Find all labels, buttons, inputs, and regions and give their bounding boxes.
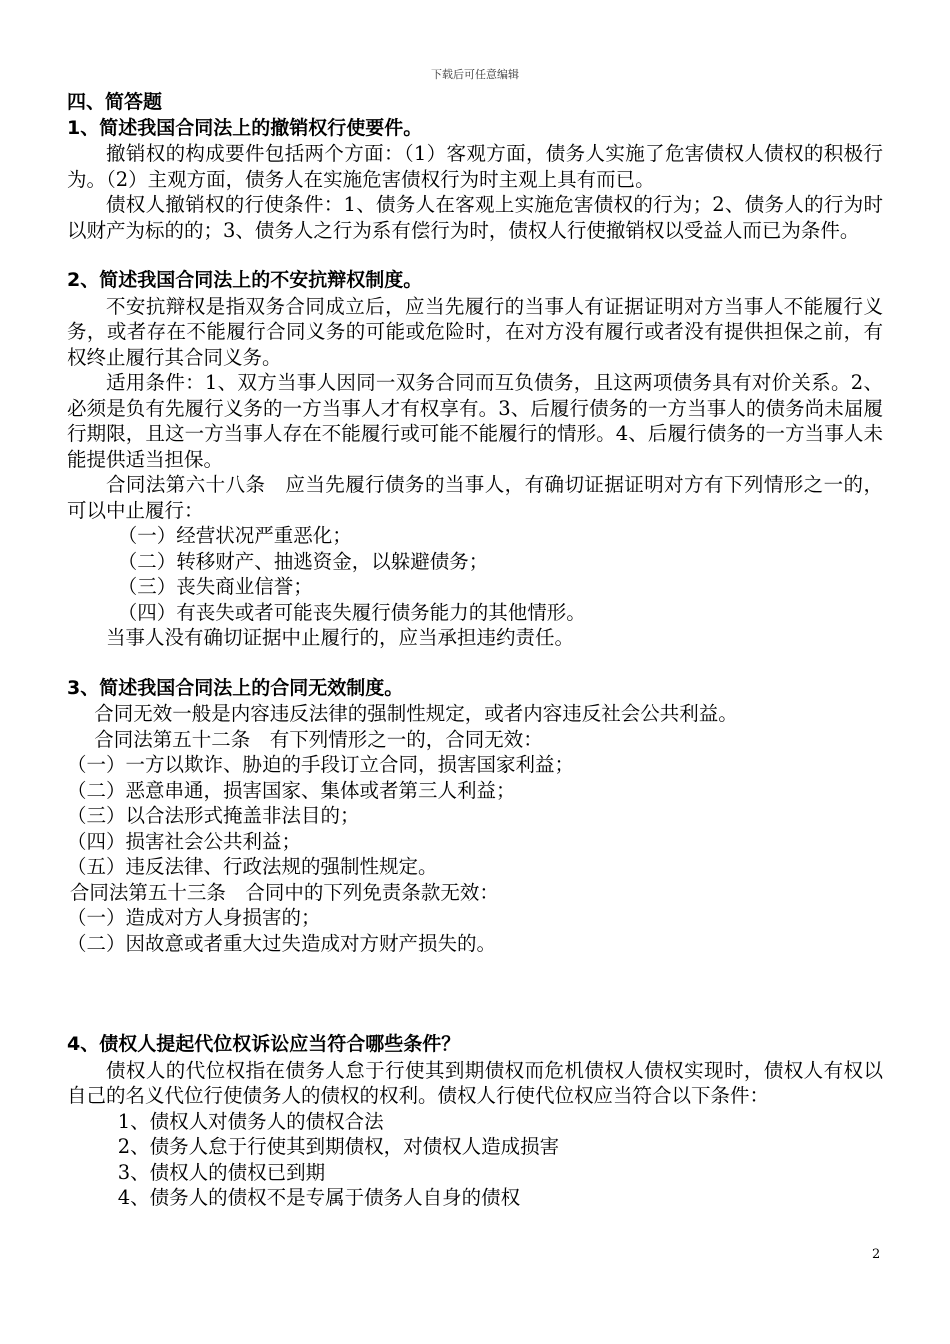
q1-title: 1、简述我国合同法上的撤销权行使要件。: [67, 116, 423, 139]
q4-paragraph: 债权人的代位权指在债务人怠于行使其到期债权而危机债权人债权实现时，债权人有权以自己的名义代位行使债务人的债权的权利。债权人行使代位权应当符合以下条件：: [67, 1058, 883, 1107]
q3-list-item: （五）违反法律、行政法规的强制性规定。: [67, 855, 438, 878]
q1-paragraph: 撤销权的构成要件包括两个方面：（1）客观方面，债务人实施了危害债权人债权的积极行为。（2）主观方面，债务人在实施危害债权行为时主观上具有而已。: [67, 142, 883, 191]
q3-list-item: （二）恶意串通，损害国家、集体或者第三人利益；: [67, 778, 516, 802]
q2-list-item: （二）转移财产、抽逃资金，以躲避债务；: [117, 549, 489, 573]
q4-list-item: 4、债务人的债权不是专属于债务人自身的债权: [117, 1186, 521, 1209]
q4-list-item: 2、债务人怠于行使其到期债权，对债权人造成损害: [117, 1135, 560, 1158]
section-title: 四、简答题: [67, 91, 163, 113]
q3-article: 合同法第五十三条 合同中的下列免责条款无效：: [69, 880, 499, 904]
q3-list-item: （三）以合法形式掩盖非法目的；: [67, 804, 360, 827]
q1-paragraph: 债权人撤销权的行使条件：1、债务人在客观上实施危害债权的行为；2、债务人的行为时以财产为标的的；3、债务人之行为系有偿行为时，债权人行使撤销权以受益人而已为条件。: [67, 193, 883, 242]
q3-article: 合同法第五十二条 有下列情形之一的，合同无效：: [94, 727, 543, 751]
q3-list-item: （四）损害社会公共利益；: [67, 829, 302, 853]
q2-list-item: （三）丧失商业信誉；: [117, 575, 313, 598]
q2-paragraph: 不安抗辩权是指双务合同成立后，应当先履行的当事人有证据证明对方当事人不能履行义务，或者存在不能履行合同义务的可能或危险时，在对方没有履行或者没有提供担保之前，有权终止履行其合同义务。: [67, 294, 883, 369]
q2-paragraph: 适用条件：1、双方当事人因同一双务合同而互负债务，且这两项债务具有对价关系。2、必须是负有先履行义务的一方当事人才有权享有。3、后履行债务的一方当事人的债务尚未届履行期限，且这一方当事人存在不能履行或可能不能履行的情形。4、后履行债务的一方当事人未能提供适当担保。: [67, 371, 883, 471]
q3-title: 3、简述我国合同法上的合同无效制度。: [67, 676, 404, 699]
page-number: 2: [872, 1247, 881, 1262]
q2-title: 2、简述我国合同法上的不安抗辩权制度。: [67, 269, 423, 291]
q2-article: 合同法第六十八条 应当先履行债务的当事人，有确切证据证明对方有下列情形之一的，可以中止履行：: [67, 473, 883, 522]
q4-list-item: 3、债权人的债权已到期: [117, 1160, 326, 1184]
q2-list-item: （一）经营状况严重恶化；: [117, 524, 352, 547]
q3-paragraph: 合同无效一般是内容违反法律的强制性规定，或者内容违反社会公共利益。: [94, 702, 738, 725]
document-body: [67, 90, 883, 1211]
q4-title: 4、债权人提起代位权诉讼应当符合哪些条件？: [67, 1033, 461, 1055]
page-header: 下载后可任意编辑: [431, 68, 519, 81]
q4-list-item: 1、债权人对债务人的债权合法: [117, 1109, 384, 1133]
q3-list-item: （一）造成对方人身损害的；: [67, 906, 321, 929]
q3-list-item: （二）因故意或者重大过失造成对方财产损失的。: [67, 931, 497, 955]
q2-list-item: （四）有丧失或者可能丧失履行债务能力的其他情形。: [117, 600, 586, 624]
q3-list-item: （一）一方以欺诈、胁迫的手段订立合同，损害国家利益；: [67, 753, 575, 776]
q2-paragraph: 当事人没有确切证据中止履行的，应当承担违约责任。: [106, 626, 575, 649]
